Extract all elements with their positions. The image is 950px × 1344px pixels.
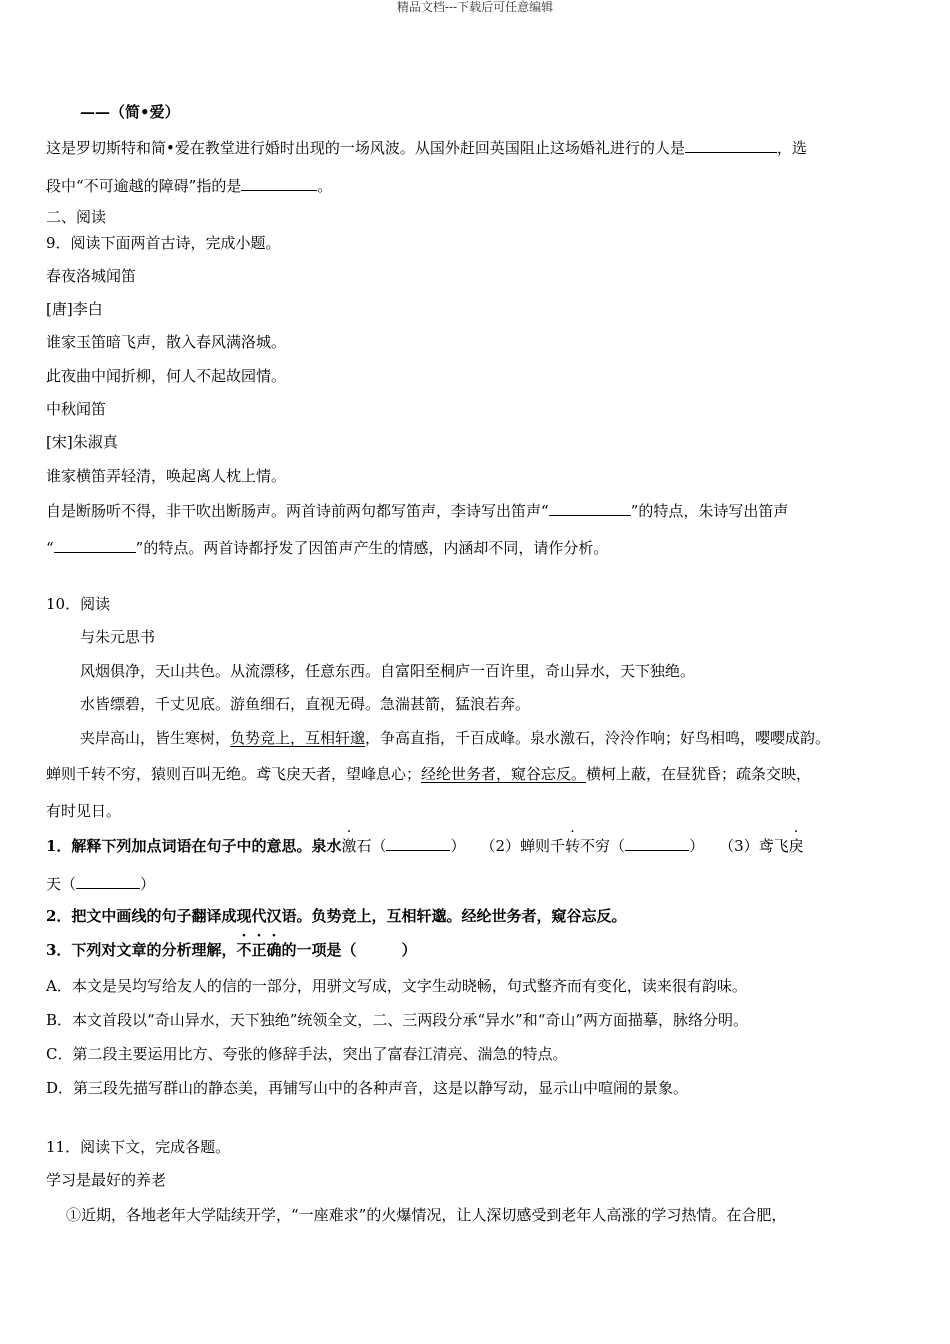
dotted-word: 激 [341, 837, 357, 855]
underlined-sentence: 经纶世务者，窥谷忘反。 [421, 765, 587, 783]
q10-paragraph2: 水皆缥碧，千丈见底。游鱼细石，直视无碍。急湍甚箭，猛浪若奔。 [80, 695, 531, 713]
q10-sq3-text: 的一项是（ ） [281, 941, 417, 959]
answer-blank[interactable] [625, 834, 689, 851]
q10-subquestion1-cont [46, 872, 155, 894]
q10-text: 蝉则千转不穷，猿则百叫无绝。鸢飞戾天者，望峰息心； [46, 765, 422, 783]
q11-intro: 11．阅读下文，完成各题。 [46, 1138, 231, 1156]
jane-attribution: ——（简•爱） [80, 103, 180, 121]
dotted-word: 确 [266, 941, 282, 959]
poem2-author: [宋]朱淑真 [46, 433, 118, 451]
answer-blank[interactable] [685, 136, 777, 153]
q9-question-text: ”的特点，朱诗写出笛声 [630, 502, 789, 520]
option-b[interactable]: B．本文首段以“奇山异水，天下独绝”统领全文，二、三两段分承“异水”和“奇山”两方面描摹，脉络分明。 [46, 1011, 749, 1029]
dotted-word: 转 [565, 837, 581, 855]
q10-subquestion3 [46, 940, 417, 960]
q10-subquestion2: 2．把文中画线的句子翻译成现代汉语。负势竞上，互相轩邈。经纶世务者，窥谷忘反。 [46, 907, 627, 925]
option-a[interactable]: A．本文是吴均写给友人的信的一部分，用骈文写成，文字生动晓畅，句式整齐而有变化，读来很有韵味。 [46, 977, 747, 995]
q10-paragraph3-cont [46, 764, 811, 784]
q9-intro: 9．阅读下面两首古诗，完成小题。 [46, 234, 281, 252]
section-heading: 二、阅读 [46, 208, 107, 226]
answer-blank[interactable] [241, 174, 317, 191]
dotted-word: 正 [251, 941, 267, 959]
q10-sq3-text: 3．下列对文章的分析理解， [46, 941, 237, 959]
q10-sq1-text: 天（ [46, 875, 77, 893]
q11-paragraph1: ①近期，各地老年大学陆续开学，“一座难求”的火爆情况，让人深切感受到老年人高涨的学习热情。在合肥， [66, 1206, 787, 1224]
q11-title: 学习是最好的养老 [46, 1171, 167, 1189]
q10-text: 夹岸高山，皆生寒树， [80, 729, 231, 747]
q10-text: ，争高直指，千百成峰。泉水激石，泠泠作响；好鸟相鸣，嘤嘤成韵。 [365, 729, 831, 747]
jane-q-text3: 段中“不可逾越的障碍”指的是 [46, 177, 242, 195]
poem2-title: 中秋闻笛 [46, 400, 107, 418]
option-c[interactable]: C．第二段主要运用比方、夸张的修辞手法，突出了富春江清亮、湍急的特点。 [46, 1045, 568, 1063]
q10-title: 与朱元思书 [80, 628, 156, 646]
q10-sq1-text: ） （2）蝉则千 [450, 837, 566, 855]
jane-question-line2 [46, 174, 332, 196]
q9-question-line1 [46, 499, 788, 521]
q10-text: 横柯上蔽，在昼犹昏；疏条交映， [586, 765, 812, 783]
poem2-line2: 自是断肠听不得，非干吹出断肠声。 [46, 502, 287, 520]
poem1-line1: 谁家玉笛暗飞声，散入春风满洛城。 [46, 333, 287, 351]
jane-q-text1: 这是罗切斯特和简•爱在教堂进行婚时出现的一场风波。从国外赶回英国阻止这场婚礼进行的人是 [46, 139, 685, 157]
underlined-sentence: 负势竞上，互相轩邈 [230, 729, 366, 747]
answer-blank[interactable] [549, 499, 631, 516]
q10-sq1-text: 不穷（ [580, 837, 626, 855]
option-d[interactable]: D．第三段先描写群山的静态美，再铺写山中的各种声音，这是以静写动，显示山中喧闹的景象。 [46, 1079, 689, 1097]
q10-sq1-text: 1．解释下列加点词语在句子中的意思。泉水 [46, 837, 342, 855]
q9-question-text: “ [46, 539, 54, 557]
answer-blank[interactable] [76, 872, 140, 889]
poem1-line2: 此夜曲中闻折柳，何人不起故园情。 [46, 367, 287, 385]
dotted-word: 戾 [788, 837, 804, 855]
jane-question-line1 [46, 136, 807, 158]
q10-sq1-text: 石（ [356, 837, 387, 855]
q10-intro: 10．阅读 [46, 595, 111, 613]
jane-q-text2: ，选 [776, 139, 807, 157]
jane-q-text4: 。 [317, 177, 333, 195]
q10-sq1-text: ） [140, 875, 156, 893]
dotted-word: 不 [236, 941, 252, 959]
poem1-title: 春夜洛城闻笛 [46, 267, 137, 285]
q9-question-text: 两首诗前两句都写笛声，李诗写出笛声“ [286, 502, 549, 520]
q10-sq1-text: ） （3）鸢飞 [689, 837, 789, 855]
q10-paragraph3-end: 有时见日。 [46, 802, 122, 820]
q10-paragraph3 [80, 728, 830, 748]
answer-blank[interactable] [386, 834, 450, 851]
answer-blank[interactable] [54, 536, 136, 553]
q10-paragraph1: 风烟俱净，天山共色。从流漂移，任意东西。自富阳至桐庐一百许里，奇山异水，天下独绝。 [80, 662, 696, 680]
poem2-line1: 谁家横笛弄轻清，唤起离人枕上情。 [46, 467, 287, 485]
q10-subquestion1 [46, 834, 804, 856]
page-header: 精品文档---下载后可任意编辑 [396, 0, 554, 14]
q9-question-line2 [46, 536, 608, 558]
q9-question-text: ”的特点。两首诗都抒发了因笛声产生的情感，内涵却不同，请作分析。 [135, 539, 609, 557]
poem1-author: [唐]李白 [46, 300, 103, 318]
